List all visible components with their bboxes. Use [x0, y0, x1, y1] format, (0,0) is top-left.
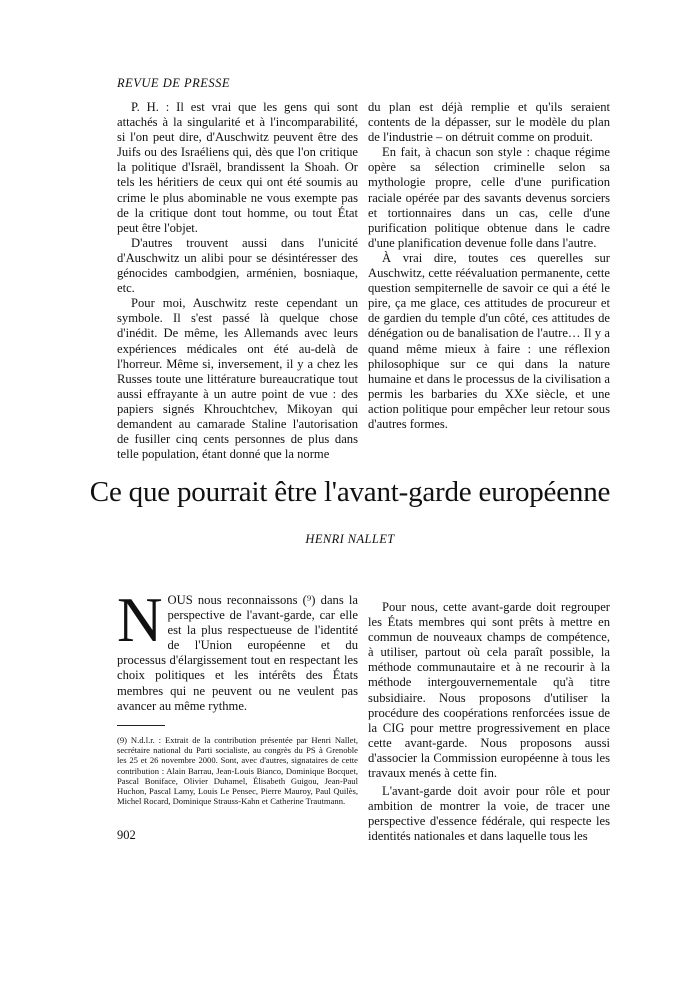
paragraph: du plan est déjà remplie et qu'ils seraient contents de la dépasser, sur le modèle du plan de l'industrie – on détruit comme on produit.: [368, 100, 610, 145]
paragraph: L'avant-garde doit avoir pour rôle et pour ambition de montrer la voie, de tracer une perspective d'essence fédérale, qui respecte les identités nationales et dans laquelle tous les: [368, 784, 610, 844]
paragraph: En fait, à chacun son style : chaque régime opère sa sélection criminelle selon sa mythologie propre, celle d'une purification raciale opérée par des savants devenus sorciers et tortionnaires dans un cas, celle d'une purification politique obtenue dans le cadre d'une planification devenue folle dans l'autre.: [368, 145, 610, 250]
paragraph: Pour moi, Auschwitz reste cependant un symbole. Il s'est passé là quelque chose d'inédit. De même, les Allemands avec leurs expériences médicales ont été au-delà de l'horreur. Même si, inversement, il y a chez les Russes toute une littérature bureaucratique tout aussi effrayante à un autre point de vue : des papiers signés Khrouchtchev, Mikoyan qui demandent au camarade Staline l'autorisation de fusiller cinq cents personnes de plus dans telle population, étant donné que la norme: [117, 296, 358, 462]
opening-paragraph-text: nous reconnaissons (⁹) dans la perspective de l'avant-garde, car elle est la plus respectueuse de l'identité de l'Union européenne et du processus d'élargissement tout en respectant les choix politiques et les intérêts des États membres qui ne peuvent ou ne veulent pas avancer au même rythme.: [117, 593, 358, 713]
top-left-column: [117, 100, 358, 462]
footnote: (9) N.d.l.r. : Extrait de la contribution présentée par Henri Nallet, secrétaire national du Parti socialiste, au congrès du PS à Grenoble les 25 et 26 novembre 2000. Sont, avec d'autres, signataires de cette contribution : Alain Barrau, Jean-Louis Bianco, Dominique Bocquet, Pascal Boniface, Olivier Duhamel, Élisabeth Guigou, Jean-Paul Huchon, Pascal Lamy, Louis Le Pensec, Pierre Mauroy, Paul Quilès, Michel Rocard, Dominique Strauss-Kahn et Catherine Trautmann.: [117, 735, 358, 807]
top-right-column: [368, 100, 610, 432]
bottom-right-column: [368, 600, 610, 845]
page-number: 902: [117, 828, 136, 842]
footnote-rule: [117, 725, 165, 726]
bottom-left-column: [117, 585, 358, 714]
article-title: Ce que pourrait être l'avant-garde européenne: [89, 476, 611, 508]
opening-paragraph: [117, 585, 358, 714]
paragraph: D'autres trouvent aussi dans l'unicité d'Auschwitz un alibi pour se désintéresser des génocides cambodgien, arménien, bosniaque, etc.: [117, 235, 358, 296]
article-author: HENRI NALLET: [305, 532, 395, 546]
running-head: REVUE DE PRESSE: [117, 76, 231, 90]
drop-cap: N: [117, 585, 163, 655]
opening-word-rest: OUS: [167, 593, 193, 607]
paragraph: Pour nous, cette avant-garde doit regrouper les États membres qui sont prêts à mettre en commun de nouveaux champs de compétence, à utiliser, partout où cela paraît possible, la méthode communautaire et à ne recourir à la méthode intergouvernementale qu'à titre subsidiaire. Nous proposons d'utiliser la procédure des coopérations renforcées issue de la CIG pour mettre progressivement en place cette avant-garde. Nous proposons aussi d'associer la Commission européenne à tous les travaux menés à cette fin.: [368, 600, 610, 781]
paragraph: P. H. : Il est vrai que les gens qui sont attachés à la singularité et à l'incomparabilité, si l'on peut dire, d'Auschwitz peuvent être des Juifs ou des Israéliens qui, dès que l'on critique la politique d'Israël, brandissent la Shoah. Or tels les héritiers de ceux qui ont été soumis au crime le plus abominable ne vous exempte pas de la critique dont tout homme, ou tout État peut être l'objet.: [117, 100, 358, 235]
paragraph: À vrai dire, toutes ces querelles sur Auschwitz, cette réévaluation permanente, cette question sempiternelle de savoir ce qui a été le pire, ça me glace, ces attitudes de procureur et de gardien du temple d'un côté, ces attitudes de dénégation ou de banalisation de l'autre… Il y a quand même mieux à faire : une réflexion philosophique sur ce qui dans la nature humaine et dans le processus de la civilisation a permis les barbaries du XXe siècle, et une action politique pour empêcher leur retour sous d'autres formes.: [368, 250, 610, 431]
